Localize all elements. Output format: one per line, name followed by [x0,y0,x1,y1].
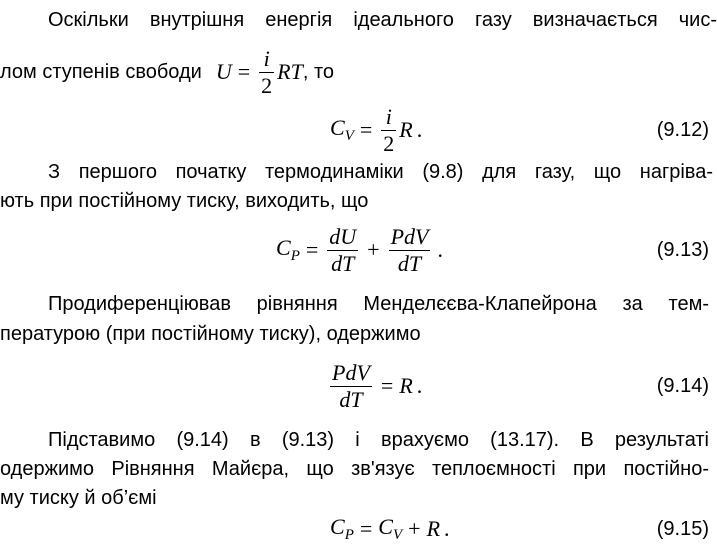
paragraph-1-line-1: Оскільки внутрішня енергія ідеального газу визначається чис- [48,9,717,31]
paragraph-2-line-1: З першого початку термодинаміки (9.8) для газу, що нагріва- [48,161,713,183]
eq-9-14-equals: = [380,373,394,398]
eq-9-13-numerator-1: dU [329,223,357,249]
eq-9-12-fraction [381,104,396,157]
eq-9-15-equals: = [359,516,373,541]
eq-9-13-numerator-2: PdV [390,223,429,249]
inline-formula-lhs: U [215,59,232,84]
inline-formula-fraction [259,46,274,99]
inline-formula [216,46,303,99]
eq-9-15-plus: + [408,516,421,541]
paragraph-1-line-2 [0,44,717,100]
eq-9-13-equals: = [305,237,319,262]
eq-9-12-rhs: R [399,117,413,142]
equation-9-13 [0,220,717,280]
eq-9-13-denominator-1: dT [331,250,355,276]
equation-number-9-13: (9.13) [656,238,709,261]
eq-9-15-rhs: R [426,516,441,541]
inline-formula-equals: = [237,59,251,84]
eq-9-15-term: $C_V$ [378,514,403,543]
inline-formula-rhs: RT [277,59,303,84]
equation-number-9-14: (9.14) [656,374,709,397]
eq-9-14-rhs: R [399,373,413,398]
eq-9-14-period: . [416,373,423,398]
eq-9-15-lhs: $C_P$ [330,514,354,543]
eq-9-12-numerator: i [381,104,396,131]
equation-9-14 [0,356,717,416]
paragraph-3-line-1: Продиференціював рівняння Менделєєва-Клапейрона за тем- [48,293,709,315]
eq-9-13-lhs: $C_P$ [276,235,300,264]
paragraph-3-line-2: пературою (при постійному тиску), одержимо [0,323,421,345]
eq-9-12-lhs: $C_V$ [330,115,354,144]
inline-formula-denominator: 2 [261,72,273,98]
eq-9-14-fraction [330,360,372,413]
equation-9-12 [0,100,717,160]
eq-9-13-fraction-2 [389,224,431,277]
equation-9-15 [0,504,717,554]
eq-9-13-fraction-1 [327,224,358,277]
paragraph-2-line-2: ють при постійному тиску, виходить, що [0,190,369,212]
eq-9-13-plus: + [367,237,380,262]
eq-9-12-equals: = [359,117,373,142]
paragraph-4-line-3: му тиску й об’ємі [0,487,157,509]
eq-9-14-denominator: dT [339,386,363,412]
paragraph-4-line-2: одержимо Рівняння Майєра, що зв'язує теплоємності при постійно- [0,458,709,480]
paragraph-4-line-1: Підставимо (9.14) в (9.13) і врахуємо (13.17). В результаті [48,429,709,451]
eq-9-15-period: . [444,516,450,541]
inline-formula-numerator: i [259,46,274,73]
equation-number-9-12: (9.12) [656,118,709,141]
eq-9-13-denominator-2: dT [397,250,422,276]
eq-9-12-period: . [416,117,423,142]
eq-9-14-numerator: PdV [332,359,370,385]
eq-9-12-denominator: 2 [383,130,395,156]
paragraph-1-suffix: , то [302,61,335,83]
equation-number-9-15: (9.15) [656,517,709,540]
paragraph-1-text: лом ступенів свободи [0,61,202,83]
eq-9-13-period: . [437,237,443,262]
